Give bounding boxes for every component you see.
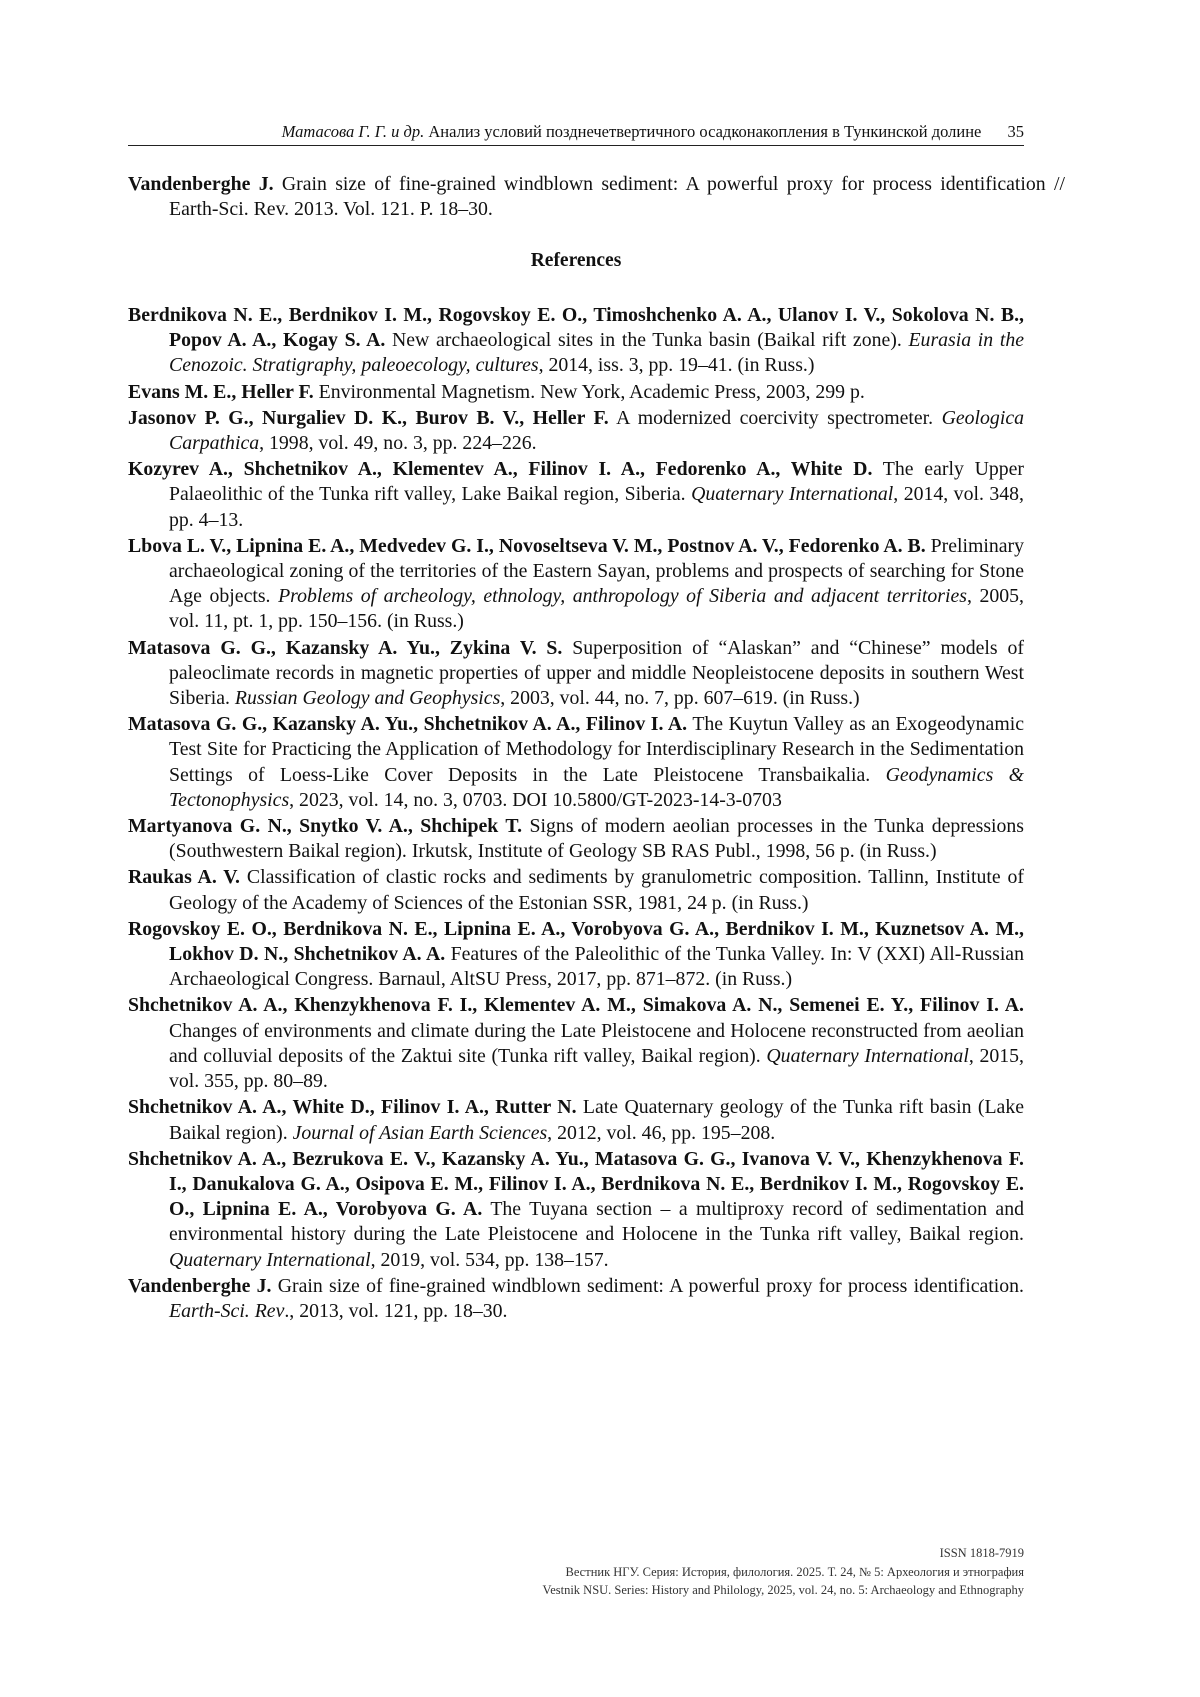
reference-text: A modernized coercivity spectrometer. xyxy=(609,407,942,429)
reference-authors: Vandenberghe J. xyxy=(128,1275,271,1297)
reference-authors: Shchetnikov A. A., Khenzykhenova F. I., Klementev A. M., Simakova A. N., Semenei E. Y., Filinov I. A. xyxy=(128,994,1024,1016)
reference-details: , 2023, vol. 14, no. 3, 0703. DOI 10.5800/GT-2023-14-3-0703 xyxy=(289,789,782,811)
footer-journal-en: Vestnik NSU. Series: History and Philology, 2025, vol. 24, no. 5: Archaeology and Ethnography xyxy=(543,1581,1024,1600)
reference-entry xyxy=(128,712,1024,813)
reference-entry xyxy=(128,636,1024,712)
reference-text: The Kuytun Valley as an Exogeodynamic Test Site for Practicing the Application of Methodology for Interdisciplinary Research in the Sedimentation Settings of Loess-Like Cover Deposits in the Late Pleistocene Transbaikalia. xyxy=(169,713,1024,785)
reference-entry xyxy=(128,457,1024,533)
reference-journal: Geodynamics & Tectonophysics xyxy=(169,764,1024,811)
reference-text: Signs of modern aeolian processes in the Tunka depressions (Southwestern Baikal region). Irkutsk, Institute of Geology SB RAS Publ., 1998, 56 p. (in Russ.) xyxy=(169,815,1024,862)
reference-entry xyxy=(128,917,1024,993)
reference-entry xyxy=(128,1095,1024,1145)
running-header-authors: Матасова Г. Г. и др. xyxy=(282,122,425,141)
reference-text: Changes of environments and climate during the Late Pleistocene and Holocene reconstructed from aeolian and colluvial deposits of the Zaktui site (Tunka rift valley, Baikal region). xyxy=(169,1020,1024,1067)
reference-journal: Earth-Sci. Rev xyxy=(169,1300,284,1322)
reference-text: The early Upper Palaeolithic of the Tunka rift valley, Lake Baikal region, Siberia. xyxy=(169,458,1024,505)
reference-details: ., 2013, vol. 121, pp. 18–30. xyxy=(284,1300,507,1322)
reference-authors: Berdnikova N. E., Berdnikov I. M., Rogovskoy E. O., Timoshchenko A. A., Ulanov I. V., Sokolova N. B., Popov A. A., Kogay S. A. xyxy=(128,304,1024,351)
reference-entry xyxy=(128,380,1024,405)
reference-text: Environmental Magnetism. New York, Academic Press, 2003, 299 p. xyxy=(314,381,865,403)
reference-journal: Problems of archeology, ethnology, anthropology of Siberia and adjacent territories xyxy=(278,585,967,607)
reference-text: Grain size of fine-grained windblown sediment: A powerful proxy for process identification // Earth-Sci. Rev. 2013. Vol. 121. P. 18–30. xyxy=(169,173,1065,220)
footer-journal-ru: Вестник НГУ. Серия: История, филология. 2025. Т. 24, № 5: Археология и этнография xyxy=(543,1563,1024,1582)
reference-details: , 2019, vol. 534, pp. 138–157. xyxy=(371,1249,609,1271)
reference-details: , 2012, vol. 46, pp. 195–208. xyxy=(547,1122,775,1144)
page-number: 35 xyxy=(1008,122,1025,142)
reference-details: , 1998, vol. 49, no. 3, pp. 224–226. xyxy=(259,432,537,454)
reference-text: Features of the Paleolithic of the Tunka Valley. In: V (XXI) All-Russian Archaeological Congress. Barnaul, AltSU Press, 2017, pp. 871–872. (in Russ.) xyxy=(169,943,1024,990)
reference-journal: Geologica Carpathica xyxy=(169,407,1024,454)
reference-authors: Rogovskoy E. O., Berdnikova N. E., Lipnina E. A., Vorobyova G. A., Berdnikov I. M., Kuznetsov A. M., Lokhov D. N., Shchetnikov A. A. xyxy=(128,918,1024,965)
running-header-title: Анализ условий позднечетвертичного осадконакопления в Тункинской долине xyxy=(428,122,981,141)
reference-authors: Shchetnikov A. A., White D., Filinov I. A., Rutter N. xyxy=(128,1096,577,1118)
reference-entry xyxy=(128,534,1024,635)
reference-text: Late Quaternary geology of the Tunka rift basin (Lake Baikal region). xyxy=(169,1096,1024,1143)
reference-authors: Shchetnikov A. A., Bezrukova E. V., Kazansky A. Yu., Matasova G. G., Ivanova V. V., Khenzykhenova F. I., Danukalova G. A., Osipova E. M., Filinov I. A., Berdnikova N. E., Berdnikov I. M., Rogovskoy E. O., Lipnina E. A., Vorobyova G. A. xyxy=(128,1148,1024,1220)
reference-entry-vandenberghe-ru xyxy=(128,172,1065,222)
reference-entry xyxy=(128,1147,1024,1273)
reference-text: Superposition of “Alaskan” and “Chinese” models of paleoclimate records in magnetic properties of upper and middle Neopleistocene deposits in southern West Siberia. xyxy=(169,637,1024,709)
reference-details: , 2014, iss. 3, pp. 19–41. (in Russ.) xyxy=(539,354,815,376)
reference-text: The Tuyana section – a multiproxy record of sedimentation and environmental history during the Late Pleistocene and Holocene in the Tunka rift valley, Baikal region. xyxy=(169,1198,1024,1245)
reference-text: Preliminary archaeological zoning of the territories of the Eastern Sayan, problems and prospects of searching for Stone Age objects. xyxy=(169,535,1024,607)
reference-entry xyxy=(128,303,1024,379)
reference-authors: Matasova G. G., Kazansky A. Yu., Zykina V. S. xyxy=(128,637,562,659)
references-list xyxy=(128,303,1024,1325)
reference-authors: Raukas A. V. xyxy=(128,866,240,888)
reference-text: Classification of clastic rocks and sediments by granulometric composition. Tallinn, Institute of Geology of the Academy of Sciences of the Estonian SSR, 1981, 24 p. (in Russ.) xyxy=(169,866,1024,913)
reference-details: , 2003, vol. 44, no. 7, pp. 607–619. (in Russ.) xyxy=(500,687,859,709)
reference-authors: Martyanova G. N., Snytko V. A., Shchipek T. xyxy=(128,815,522,837)
reference-journal: Quaternary International xyxy=(691,483,893,505)
reference-journal: Eurasia in the Cenozoic. Stratigraphy, paleoecology, cultures xyxy=(169,329,1024,376)
reference-details: , 2015, vol. 355, pp. 80–89. xyxy=(169,1045,1024,1092)
reference-authors: Kozyrev A., Shchetnikov A., Klementev A., Filinov I. A., Fedorenko A., White D. xyxy=(128,458,872,480)
reference-journal: Russian Geology and Geophysics xyxy=(235,687,500,709)
reference-entry xyxy=(128,865,1024,915)
reference-authors: Matasova G. G., Kazansky A. Yu., Shchetnikov A. A., Filinov I. A. xyxy=(128,713,687,735)
running-header xyxy=(128,122,1024,146)
reference-journal: Quaternary International xyxy=(169,1249,371,1271)
journal-footer xyxy=(543,1544,1024,1600)
reference-details: , 2014, vol. 348, pp. 4–13. xyxy=(169,483,1024,530)
reference-entry xyxy=(128,406,1024,456)
references-heading: References xyxy=(128,250,1024,272)
reference-journal: Quaternary International xyxy=(766,1045,968,1067)
reference-entry xyxy=(128,993,1024,1094)
reference-authors: Vandenberghe J. xyxy=(128,173,274,195)
reference-details: , 2005, vol. 11, pt. 1, pp. 150–156. (in Russ.) xyxy=(169,585,1024,632)
footer-issn: ISSN 1818-7919 xyxy=(543,1544,1024,1563)
reference-authors: Jasonov P. G., Nurgaliev D. K., Burov B. V., Heller F. xyxy=(128,407,609,429)
reference-entry xyxy=(128,1274,1024,1324)
reference-text: New archaeological sites in the Tunka basin (Baikal rift zone). xyxy=(385,329,908,351)
reference-text: Grain size of fine-grained windblown sediment: A powerful proxy for process identification. xyxy=(271,1275,1024,1297)
reference-authors: Lbova L. V., Lipnina E. A., Medvedev G. I., Novoseltseva V. M., Postnov A. V., Fedorenko A. B. xyxy=(128,535,926,557)
reference-journal: Journal of Asian Earth Sciences xyxy=(293,1122,548,1144)
reference-entry xyxy=(128,814,1024,864)
reference-authors: Evans M. E., Heller F. xyxy=(128,381,314,403)
